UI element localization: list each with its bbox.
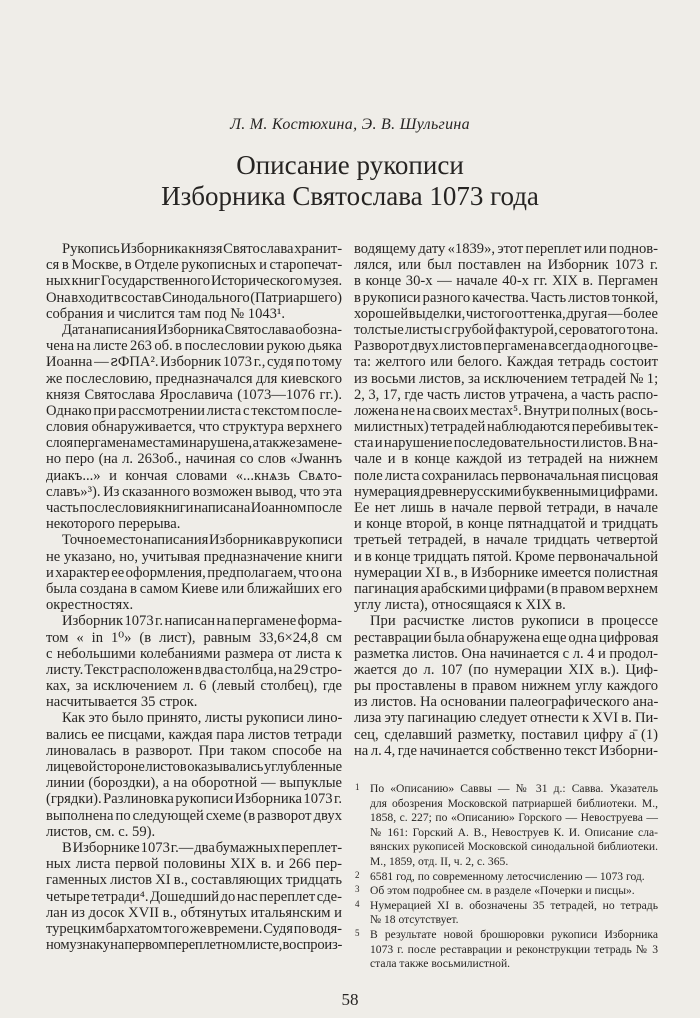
text-line: линовалась в разворот. При таком способе на bbox=[46, 742, 342, 759]
text-line: Разворот двух листов пергамена всегда одного цве- bbox=[354, 338, 658, 355]
footnote-line: По «Описанию» Саввы — № 31 д.: Савва. Указатель bbox=[370, 782, 658, 795]
footnote-line: № 18 отсутствует. bbox=[370, 913, 459, 927]
text-line: не указано, но, учитывая предназначение книги bbox=[46, 548, 343, 565]
text-line: В Изборнике 1073 г.— два бумажных переплет- bbox=[62, 839, 343, 856]
footnote-number: 2 bbox=[355, 869, 360, 880]
text-line: водящему дату «1839», этот переплет или поднов- bbox=[354, 241, 658, 257]
text-line: сец, сделавший разметку, поставил цифру а̄ (1) bbox=[354, 726, 658, 743]
text-line: При расчистке листов рукописи в процессе bbox=[370, 613, 658, 630]
text-line: и характер ее оформления, предполагаем, что она bbox=[46, 564, 342, 581]
text-line: словия обнаруживается, что структура верхнего bbox=[46, 419, 342, 436]
authors: Л. М. Костюхина, Э. В. Шульгина bbox=[230, 116, 470, 133]
text-line: и в конце тридцать пятой. Кроме первоначальной bbox=[354, 548, 658, 565]
text-line: ных книг Государственного Исторического музея. bbox=[46, 273, 342, 290]
text-line: лялся, или был поставлен на Изборник 1073 г. bbox=[354, 257, 658, 274]
text-line: ных листа первой половины XIX в. и 266 пер- bbox=[46, 856, 342, 873]
text-line: третьей тетрадей, в начале тридцать четвертой bbox=[354, 532, 658, 549]
footnote-line: 1073 г. после реставрации и реконструкции тетрадь № 3 bbox=[370, 942, 658, 956]
text-line: славъ»³). Из сказанного возможен вывод, что эта bbox=[46, 483, 343, 500]
text-line: милистных) тетрадей наблюдаются перебивы тек- bbox=[354, 419, 659, 436]
paragraph bbox=[46, 322, 342, 532]
text-line: Ее нет лишь в начале первой тетради, в начале bbox=[354, 500, 658, 516]
text-line: разметка листов. Она начинается с л. 4 и продол- bbox=[354, 645, 658, 662]
text-line: собрания и числится там под № 1043¹. bbox=[46, 305, 285, 322]
text-line: часть послесловия книги написана Иоанном после bbox=[46, 500, 343, 516]
footnotes bbox=[355, 782, 658, 972]
footnote-number: 4 bbox=[355, 898, 360, 909]
paragraph bbox=[354, 241, 658, 613]
text-line: из листов. На основании палеографического ана- bbox=[354, 694, 659, 711]
text-line: из восьми листов, за исключением тетрадей № 1; bbox=[354, 370, 659, 387]
text-line: ложена не на своих местах⁵. Внутри полных (вось- bbox=[354, 402, 658, 419]
footnote-line: В результате новой брошюровки рукописи Изборника bbox=[370, 927, 658, 941]
footnote bbox=[355, 898, 658, 928]
left-column bbox=[46, 241, 342, 953]
text-line: выполнена по следующей схеме (в разворот двух bbox=[46, 807, 342, 824]
text-line: 2, 3, 17, где часть листов утрачена, а часть распо- bbox=[354, 386, 658, 403]
text-line: Точное место написания Изборника в рукописи bbox=[62, 532, 343, 549]
text-line: линии (бороздки), а на оборотной — выпуклые bbox=[46, 775, 342, 792]
text-line: князя Святослава Ярославича (1073—1076 гг.). bbox=[46, 386, 342, 403]
text-line: ста и нарушение последовательности листов. В на- bbox=[354, 435, 658, 452]
text-line: том « in 1⁰» (в лист), равным 33,6×24,8 см bbox=[46, 629, 342, 646]
text-line: Иоанна — ꙅФПА². Изборник 1073 г., судя по тому bbox=[46, 354, 342, 371]
text-line: лицевой стороне листов оказывались углубленные bbox=[46, 759, 342, 775]
text-line: с небольшими колебаниями размера от листа к bbox=[46, 645, 342, 662]
text-line: Изборник 1073 г. написан на пергамене форма- bbox=[62, 613, 342, 630]
footnote bbox=[355, 927, 658, 972]
paragraph bbox=[46, 613, 342, 710]
text-line: лан из досок XVII в., обтянутых итальянским и bbox=[46, 904, 342, 921]
text-line: та: желтого или белого. Каждая тетрадь состоит bbox=[354, 354, 658, 371]
text-line: толстые листы с грубой фактурой, сероватого тона. bbox=[354, 321, 659, 338]
footnote-line: Нумерацией XI в. обозначены 35 тетрадей, но тетрадь bbox=[370, 898, 658, 912]
text-line: некоторого перерыва. bbox=[46, 516, 181, 533]
text-line: диакъ...» и кончая словами «...кнѧзь Свѧто- bbox=[46, 467, 342, 484]
footnote-line: для обозрения Московской патриаршей библиотеки. М., bbox=[370, 796, 658, 810]
text-line: реставрации была обнаружена еще одна цифровая bbox=[354, 629, 659, 646]
paragraph bbox=[46, 532, 342, 613]
page-number: 58 bbox=[341, 990, 359, 1009]
text-line: (грядки). Разлиновка рукописи Изборника 1073 г. bbox=[46, 791, 342, 808]
text-line: хорошей выделки, чистого оттенка, другая — более bbox=[354, 305, 659, 322]
footnote-line: 6581 год, по современному летосчислению — 1073 год. bbox=[370, 869, 645, 883]
footnote-line: М., 1859, отд. II, ч. 2, с. 365. bbox=[370, 854, 509, 868]
text-line: Рукопись Изборника князя Святослава хранит- bbox=[62, 241, 343, 257]
text-line: в рукописи разного качества. Часть листов тонкой, bbox=[354, 289, 659, 306]
footnote-line: № 161: Горский А. В., Невоструев К. И. Описание сла- bbox=[370, 825, 658, 839]
footnote-number: 3 bbox=[355, 884, 360, 895]
text-line: насчитывается 35 строк. bbox=[46, 694, 198, 711]
text-line: нумерация древнерусскими буквенными цифрами. bbox=[354, 483, 658, 500]
text-line: слоя пергамена местами нарушена, а также замене- bbox=[46, 435, 342, 452]
text-line: ры проставлены в правом нижнем углу каждого bbox=[354, 678, 658, 695]
text-line: на л. 4, где начинается собственно текст Изборни- bbox=[354, 742, 658, 759]
text-line: жается до л. 107 (по нумерации XIX в.). Циф- bbox=[354, 661, 658, 678]
text-line: Как это было принято, листы рукописи лино- bbox=[62, 710, 343, 727]
footnote bbox=[355, 782, 658, 870]
text-line: но перо (на л. 263об., начиная со слов «Јѡаннъ bbox=[46, 451, 342, 468]
text-line: нумерации XI в., в Изборнике имеется полистная bbox=[354, 564, 658, 581]
text-line: вались ее писцами, каждая пара листов тетради bbox=[46, 726, 342, 743]
footnote bbox=[355, 869, 658, 885]
text-line: в конце 30-х — начале 40-х гг. XIX в. Пергамен bbox=[354, 273, 658, 290]
text-line: Дата написания Изборника Святослава обозна- bbox=[62, 321, 342, 338]
text-line: гаменных листов XI в., составляющих тридцать bbox=[46, 872, 342, 889]
footnote bbox=[355, 884, 658, 899]
footnote-line: стала также восьмилистной. bbox=[370, 957, 511, 971]
text-line: углу листа), относящаяся к XIX в. bbox=[354, 597, 566, 614]
paragraph bbox=[46, 241, 342, 322]
article-title bbox=[0, 150, 700, 212]
text-line: ному знаку на первом переплетном листе, воспроиз- bbox=[46, 937, 343, 954]
paragraph bbox=[46, 710, 342, 840]
footnote-number: 5 bbox=[355, 927, 360, 938]
right-column bbox=[354, 241, 658, 759]
title-line-1: Описание рукописи bbox=[236, 150, 464, 180]
text-line: же послесловию, предназначался для киевского bbox=[46, 370, 342, 387]
text-line: чена на листе 263 об. в послесловии рукою дьяка bbox=[46, 338, 342, 355]
text-line: лиза эту пагинацию следует отнести к XVI в. Пи- bbox=[354, 710, 659, 727]
title-line-2: Изборника Святослава 1073 года bbox=[161, 181, 539, 211]
text-line: и конце второй, в конце пятнадцатой и тридцать bbox=[354, 516, 658, 533]
footnote-line: вянских рукописей Московской синодальной библиотеки. bbox=[370, 840, 658, 854]
text-line: была создана в самом Киеве или ближайших его bbox=[46, 580, 342, 597]
footnote-number: 1 bbox=[355, 782, 360, 792]
footnote-line: 1858, с. 227; по «Описанию» Горского — Невоструева — bbox=[370, 811, 658, 825]
text-line: Однако при рассмотрении листа с текстом после- bbox=[46, 402, 342, 419]
text-line: Она входит в состав Синодального (Патриаршего) bbox=[46, 289, 342, 306]
paragraph bbox=[354, 613, 658, 759]
text-line: ках, за исключением л. 6 (левый столбец), где bbox=[46, 678, 342, 695]
paragraph bbox=[46, 840, 342, 953]
text-line: пагинация арабскими цифрами (в правом верхнем bbox=[354, 580, 658, 597]
text-line: чале и в конце каждой из тетрадей на нижнем bbox=[354, 451, 658, 468]
footnote-line: Об этом подробнее см. в разделе «Почерки и писцы». bbox=[370, 884, 635, 898]
text-line: листов, см. с. 59). bbox=[46, 823, 156, 840]
text-line: листу. Текст расположен в два столбца, на 29 стро- bbox=[46, 661, 342, 678]
text-line: поле листа сохранилась первоначальная писцовая bbox=[354, 467, 659, 484]
text-line: турецким бархатом того же времени. Судя по водя- bbox=[46, 920, 342, 937]
text-line: ся в Москве, в Отделе рукописных и старопечат- bbox=[46, 257, 343, 274]
text-line: окрестностях. bbox=[46, 597, 134, 614]
text-line: четыре тетради⁴. Дошедший до нас переплет сде- bbox=[46, 888, 342, 905]
